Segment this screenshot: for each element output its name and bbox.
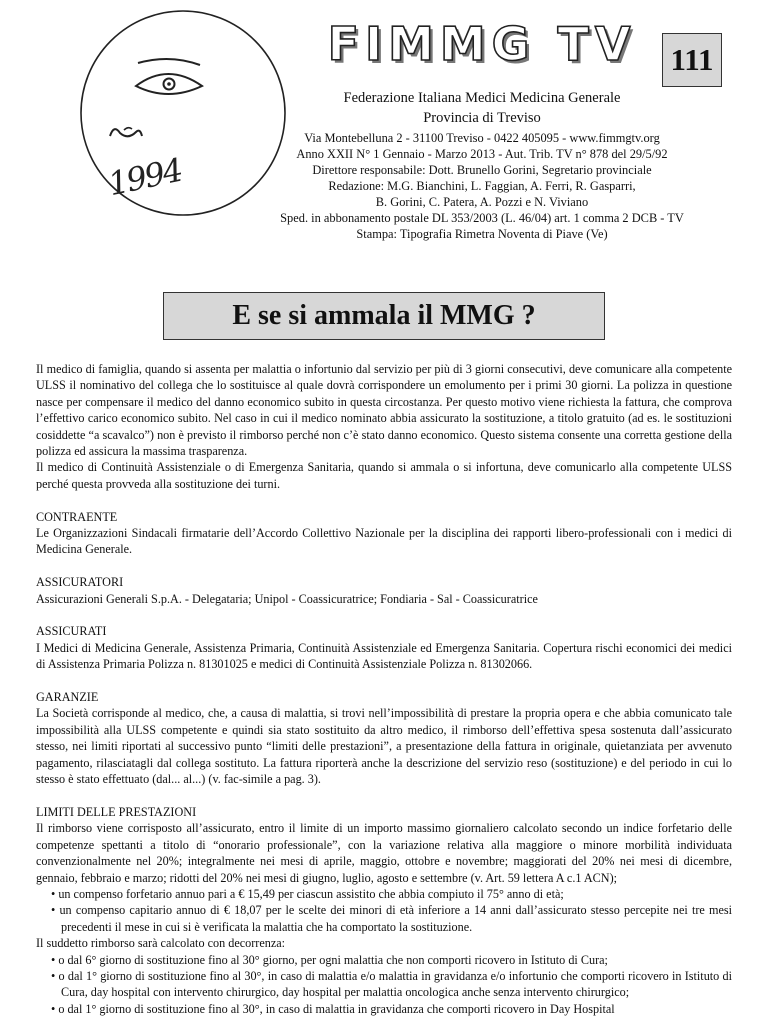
org-province: Provincia di Treviso	[423, 110, 541, 126]
info-line: Redazione: M.G. Bianchini, L. Faggian, A. Ferri, R. Gasparri,	[328, 179, 636, 193]
section-limiti	[36, 804, 732, 1017]
list-item: • un compenso forfetario annuo pari a € 15,49 per ciascun assistito che abbia compiuto il 75° anno di età;	[51, 886, 564, 901]
article-body	[36, 361, 732, 1017]
section-heading: GARANZIE	[36, 690, 99, 705]
list-item: • un compenso capitario annuo di € 18,07 per le scelte dei minori di età inferiore a 14 anni dall’assicurato stesso percepite nei tre mesi precedenti il mese in cui si è verificata la malattia che ha comportato la sostituzione.	[51, 903, 732, 934]
section-heading: LIMITI DELLE PRESTAZIONI	[36, 804, 197, 819]
org-name: Federazione Italiana Medici Medicina Generale	[343, 90, 621, 106]
section-assicurati	[36, 623, 732, 672]
list-item: • o dal 1° giorno di sostituzione fino al 30°, in caso di malattia e/o malattia in gravidanza e/o infortunio che comporti ricovero in Istituto di Cura, day hospital con intervento chirurgico, day hospital per malattia oncologica anche senza intervento chirurgico;	[51, 968, 732, 1000]
section-garanzie	[36, 689, 732, 787]
masthead-title: FIMMG TV	[327, 17, 637, 71]
section-text: Il rimborso viene corrisposto all’assicurato, entro il limite di un importo massimo giornaliero calcolato secondo un indice forfetario delle competenze spettanti a titolo di “onorario professionale”, con la variazione relativa alla maggiore o minore morbilità individuata convenzionalmente nel 20%; integralmente nei mesi di aprile, maggio, ottobre e novembre; maggiorati del 20% nei mesi di dicembre, gennaio, febbraio e marzo; ridotti del 20% nei mesi di giugno, luglio, agosto e settembre (v. Art. 59 lettera A c.1 ACN);	[36, 821, 732, 885]
section-heading: ASSICURATI	[36, 624, 107, 639]
section-text: La Società corrisponde al medico, che, a causa di malattia, si trovi nell’impossibilità di prestare la propria opera e che abbia comunicato tale impossibilità alla ULSS competente e quindi sia stato sostituito da altro medico, il rimborso dell’effettiva spesa sostenuta dall’assicurato stesso, nei limiti riportati al successivo punto “limiti delle prestazioni”, a presentazione della fattura in originale, quietanziata per avvenuto pagamento, rilasciatagli dal collega sostituto. La fattura riporterà anche la descrizione del servizio reso (sostituzione) e del periodo in cui lo stesso è stato effettuato (dal... al...) (v. fac-simile a pag. 3).	[36, 706, 732, 787]
info-line: Direttore responsabile: Dott. Brunello Gorini, Segretario provinciale	[312, 163, 652, 177]
info-line: Stampa: Tipografia Rimetra Noventa di Piave (Ve)	[356, 227, 608, 241]
info-line: Via Montebelluna 2 - 31100 Treviso - 0422 405095 - www.fimmgtv.org	[304, 131, 660, 145]
section-heading: CONTRAENTE	[36, 509, 118, 524]
section-heading: ASSICURATORI	[36, 575, 124, 590]
section-assicuratori	[36, 574, 732, 607]
info-line: Sped. in abbonamento postale DL 353/2003 (L. 46/04) art. 1 comma 2 DCB - TV	[280, 211, 684, 225]
section-text: I Medici di Medicina Generale, Assistenza Primaria, Continuità Assistenziale ed Emergenza Sanitaria. Copertura rischi economici dei medici di Assistenza Primaria Polizza n. 81301025 e medici di Continuità Assistenziale Polizza n. 81302066.	[36, 640, 732, 672]
section-contraente	[36, 509, 732, 558]
info-line: B. Gorini, C. Patera, A. Pozzi e N. Viviano	[375, 195, 589, 209]
intro-paragraph: Il medico di famiglia, quando si assenta per malattia o infortunio dal servizio per più di 3 giorni consecutivi, deve comunicare alla competente ULSS il nominativo del collega che lo sostituisce al quale dovrà corrispondere un emolumento per i primi 30 giorni. La polizza in questione nasce per compensare il medico del danno economico subito in questa circostanza. Per questo motivo viene richiesta la fattura, che comprova l’effettivo carico economico subito. Nel caso in cui il medico nominato abbia assicurato la sostituzione, a titolo gratuito (ad es. le sostituzioni cosiddette “a scavalco”) non è previsto il rimborso perché non c’è stato danno economico. Questo sistema consente una corretta gestione della polizza ed assicura la massima trasparenza.	[36, 362, 732, 459]
masthead-info	[250, 89, 714, 242]
list-item: • o dal 1° giorno di sostituzione fino al 30°, in caso di malattia in gravidanza che comporti ricovero in Day Hospital	[51, 1001, 615, 1016]
article-headline: E se si ammala il MMG ?	[163, 292, 605, 340]
issue-number-badge: 111	[662, 33, 722, 87]
section-text: Le Organizzazioni Sindacali firmatarie dell’Accordo Collettivo Nazionale per la disciplina dei rapporti libero-professionali con i medici di Medicina Generale.	[36, 526, 732, 557]
list-item: • o dal 6° giorno di sostituzione fino al 30° giorno, per ogni malattia che non comporti ricovero in Istituto di Cura;	[51, 952, 608, 967]
info-line: Anno XXII N° 1 Gennaio - Marzo 2013 - Aut. Trib. TV n° 878 del 29/5/92	[296, 147, 668, 161]
logo-signature: 1994	[104, 150, 185, 204]
section-text: Il suddetto rimborso sarà calcolato con decorrenza:	[36, 936, 286, 951]
section-text: Assicurazioni Generali S.p.A. - Delegataria; Unipol - Coassicuratrice; Fondiaria - Sal - Coassicuratrice	[36, 591, 538, 606]
intro-paragraph: Il medico di Continuità Assistenziale o di Emergenza Sanitaria, quando si ammala o si infortuna, deve comunicarlo alla competente ULSS perché questa provveda alla sostituzione dei turni.	[36, 460, 732, 491]
